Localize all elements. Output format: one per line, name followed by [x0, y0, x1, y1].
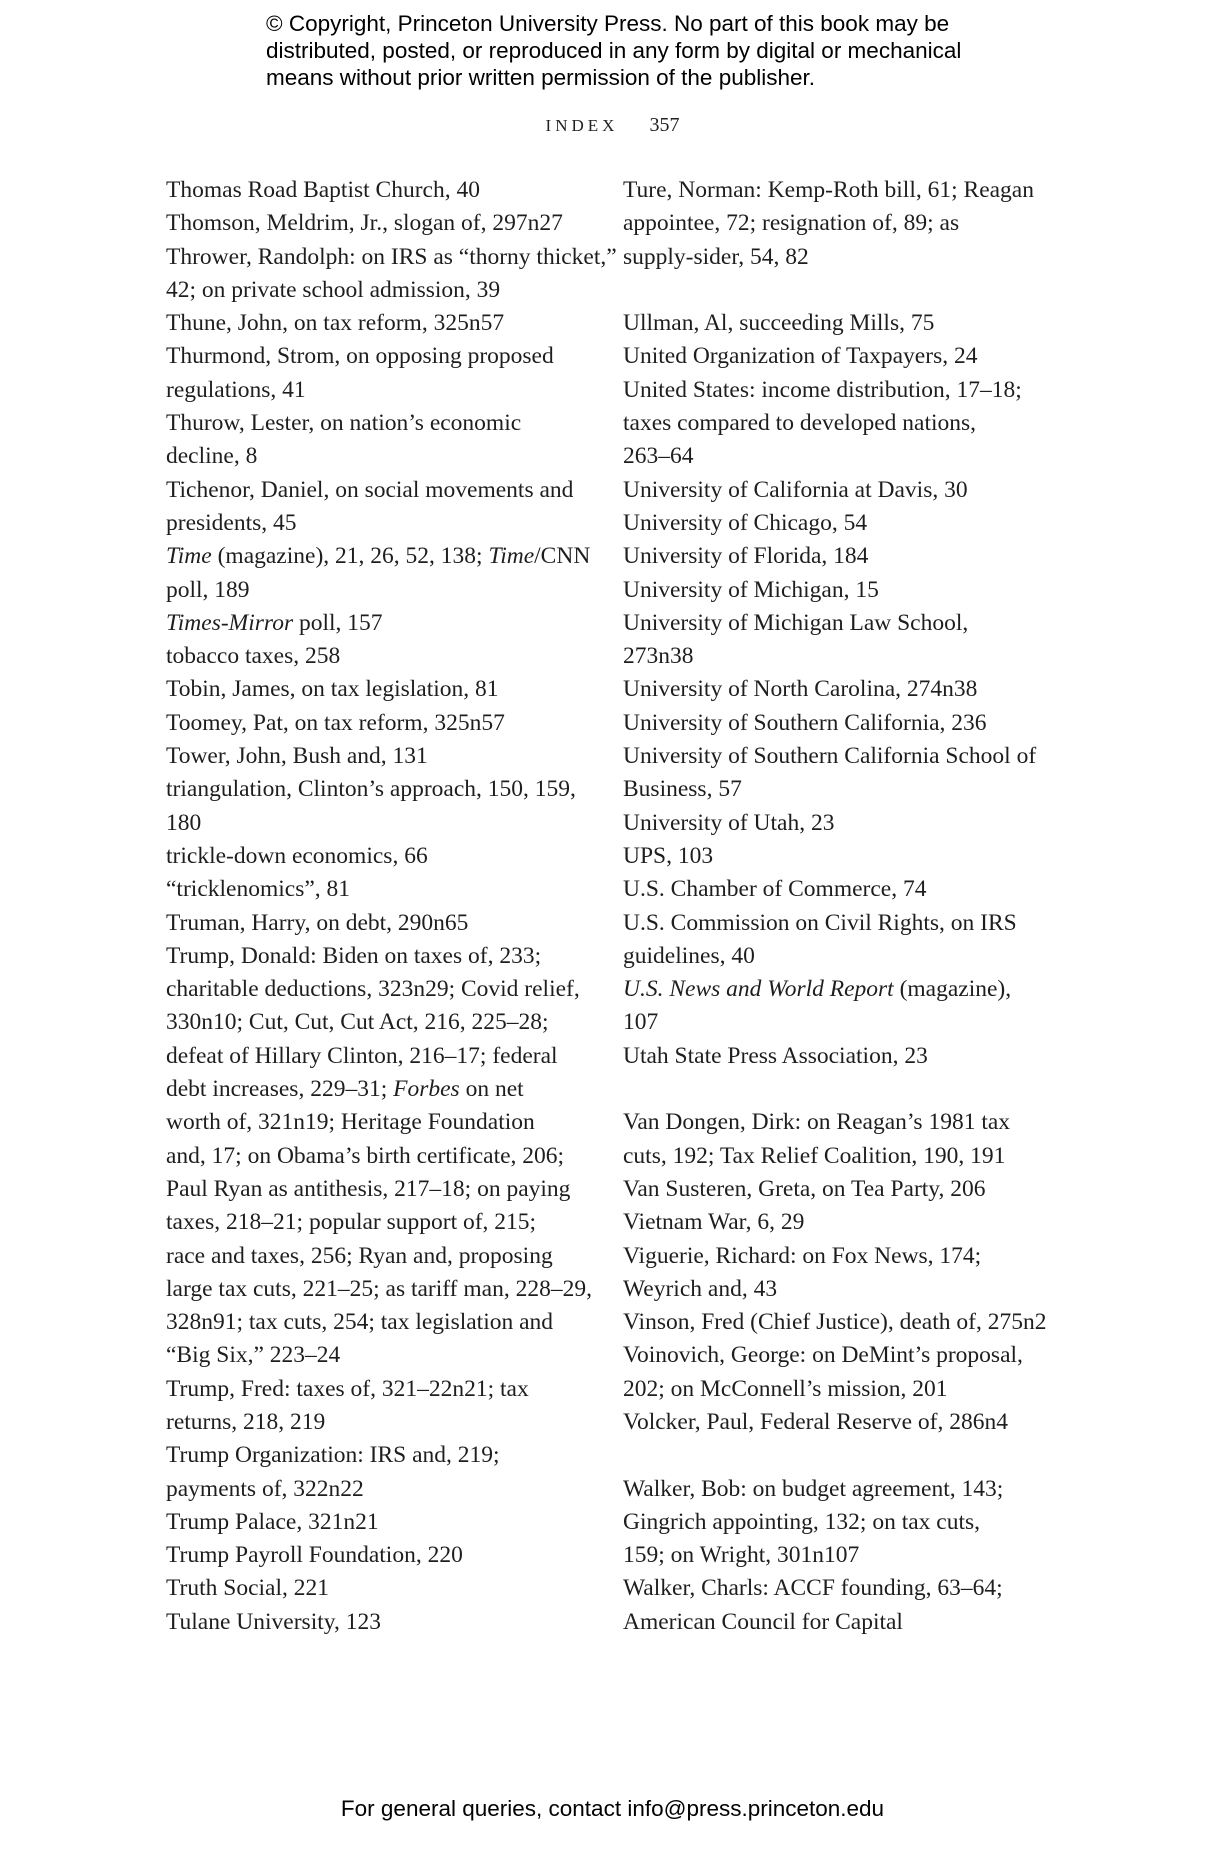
- index-entry-line: Weyrich and, 43: [623, 1275, 778, 1302]
- index-entry-line: Tobin, James, on tax legislation, 81: [166, 676, 499, 703]
- index-entry-line: guidelines, 40: [623, 942, 755, 969]
- index-entry: [166, 407, 586, 474]
- index-entry: [166, 1572, 586, 1605]
- index-entry-line: United States: income distribution, 17–18;: [623, 376, 1022, 403]
- index-entry: [623, 1406, 1043, 1439]
- running-head-title: INDEX: [545, 116, 619, 135]
- index-entry-line: trickle-down economics, 66: [166, 842, 428, 869]
- index-entry: [623, 740, 1043, 807]
- index-entry: [166, 640, 586, 673]
- index-entry: [623, 374, 1043, 474]
- index-entry: [623, 907, 1043, 974]
- letter-group-gap: [623, 274, 1043, 307]
- index-entry-line: Thurow, Lester, on nation’s economic: [166, 410, 522, 437]
- index-entry-line: Volcker, Paul, Federal Reserve of, 286n4: [623, 1408, 1008, 1435]
- index-entry-line: Vinson, Fred (Chief Justice), death of, 275n2: [623, 1309, 1047, 1336]
- index-entry-line: debt increases, 229–31; Forbes on net: [166, 1076, 524, 1103]
- index-entry-line: returns, 218, 219: [166, 1408, 326, 1435]
- index-entry-line: 107: [623, 1009, 659, 1036]
- index-entry-line: U.S. Commission on Civil Rights, on IRS: [623, 909, 1017, 936]
- index-entry-line: University of Chicago, 54: [623, 509, 868, 536]
- index-entry-line: Trump Organization: IRS and, 219;: [166, 1442, 500, 1469]
- index-entry: [623, 1106, 1043, 1173]
- index-entry: [623, 1339, 1043, 1406]
- index-entry-line: large tax cuts, 221–25; as tariff man, 228–29,: [166, 1275, 592, 1302]
- index-column-right: [623, 174, 1047, 1639]
- page-number: 357: [649, 114, 680, 136]
- index-entry-line: triangulation, Clinton’s approach, 150, 159,: [166, 776, 576, 803]
- index-entry-line: worth of, 321n19; Heritage Foundation: [166, 1109, 535, 1136]
- index-entry: [623, 607, 1043, 674]
- index-column-left: [166, 174, 617, 1639]
- index-entry: [623, 1173, 1043, 1206]
- index-entry-line: Viguerie, Richard: on Fox News, 174;: [623, 1242, 982, 1269]
- index-entry-line: Vietnam War, 6, 29: [623, 1209, 805, 1236]
- index-entry-line: Ture, Norman: Kemp-Roth bill, 61; Reagan: [623, 177, 1034, 203]
- index-entry-line: University of Southern California, 236: [623, 709, 987, 736]
- index-entry-line: poll, 189: [166, 576, 250, 603]
- index-entry: [623, 307, 1043, 340]
- index-entry-line: American Council for Capital: [623, 1608, 903, 1635]
- index-entry-line: University of Michigan, 15: [623, 576, 879, 603]
- index-entry-line: defeat of Hillary Clinton, 216–17; federal: [166, 1042, 558, 1069]
- index-entry-line: 328n91; tax cuts, 254; tax legislation and: [166, 1309, 554, 1336]
- index-entry-line: cuts, 192; Tax Relief Coalition, 190, 191: [623, 1142, 1006, 1169]
- index-entry-line: UPS, 103: [623, 842, 714, 869]
- index-entry-line: U.S. Chamber of Commerce, 74: [623, 876, 927, 903]
- index-entry-line: 273n38: [623, 643, 694, 670]
- index-entry-line: Truman, Harry, on debt, 290n65: [166, 909, 469, 936]
- index-entry-line: Paul Ryan as antithesis, 217–18; on paying: [166, 1175, 571, 1202]
- index-entry: [166, 241, 617, 308]
- index-entry-line: U.S. News and World Report (magazine),: [623, 976, 1012, 1003]
- index-entry-line: race and taxes, 256; Ryan and, proposing: [166, 1242, 553, 1269]
- index-entry-line: Thomas Road Baptist Church, 40: [166, 177, 480, 203]
- index-entry-line: regulations, 41: [166, 376, 306, 403]
- index-entry-line: 180: [166, 809, 202, 836]
- index-entry-line: University of Utah, 23: [623, 809, 835, 836]
- index-entry: [623, 973, 1043, 1040]
- index-entry: [166, 740, 586, 773]
- copyright-notice: [266, 10, 1006, 91]
- index-entry-line: “Big Six,” 223–24: [166, 1342, 341, 1369]
- index-entry: [166, 907, 586, 940]
- index-entry: [623, 707, 1043, 740]
- index-entry-line: Gingrich appointing, 132; on tax cuts,: [623, 1508, 981, 1535]
- index-entry-line: Trump, Donald: Biden on taxes of, 233;: [166, 942, 542, 969]
- index-entry-line: University of California at Davis, 30: [623, 476, 968, 503]
- index-entry: [166, 707, 586, 740]
- index-entry-line: Thomson, Meldrim, Jr., slogan of, 297n27: [166, 210, 563, 237]
- index-entry: [166, 773, 586, 840]
- index-entry: [166, 207, 586, 240]
- index-entry-line: Walker, Charls: ACCF founding, 63–64;: [623, 1575, 1003, 1602]
- index-entry: [166, 840, 586, 873]
- copyright-line: © Copyright, Princeton University Press. No part of this book may be: [266, 11, 950, 36]
- index-entry-line: payments of, 322n22: [166, 1475, 364, 1502]
- index-entry: [166, 340, 586, 407]
- index-entry: [166, 474, 586, 541]
- index-entry: [623, 1473, 1043, 1573]
- index-entry-line: Ullman, Al, succeeding Mills, 75: [623, 310, 935, 337]
- index-entry: [166, 1506, 586, 1539]
- index-entry-line: Van Susteren, Greta, on Tea Party, 206: [623, 1175, 986, 1202]
- index-entry: [623, 474, 1043, 507]
- index-entry-line: 330n10; Cut, Cut, Cut Act, 216, 225–28;: [166, 1009, 549, 1036]
- index-entry: [623, 807, 1043, 840]
- index-entry: [166, 673, 586, 706]
- index-entry-line: tobacco taxes, 258: [166, 643, 341, 670]
- index-entry-line: 42; on private school admission, 39: [166, 276, 501, 303]
- index-entry-line: “tricklenomics”, 81: [166, 876, 351, 903]
- index-entry: [166, 940, 592, 1373]
- index-entry: [623, 1240, 1043, 1307]
- index-entry-line: presidents, 45: [166, 509, 297, 536]
- index-entry: [166, 873, 586, 906]
- index-entry-line: Thune, John, on tax reform, 325n57: [166, 310, 505, 337]
- index-entry: [166, 1373, 586, 1440]
- index-entry: [623, 840, 1043, 873]
- footer-contact: For general queries, contact info@press.princeton.edu: [340, 1796, 885, 1821]
- index-entry-line: Trump Palace, 321n21: [166, 1508, 379, 1535]
- index-entry-line: University of Southern California School of: [623, 743, 1037, 770]
- index-entry-line: taxes, 218–21; popular support of, 215;: [166, 1209, 537, 1236]
- index-entry: [623, 540, 1043, 573]
- index-entry: [166, 540, 591, 607]
- index-entry: [623, 1206, 1043, 1239]
- index-entry: [623, 574, 1043, 607]
- index-entry: [623, 673, 1043, 706]
- index-entry: [166, 1606, 586, 1639]
- index-entry-line: 202; on McConnell’s mission, 201: [623, 1375, 948, 1402]
- index-entry: [166, 307, 586, 340]
- copyright-line: distributed, posted, or reproduced in any form by digital or mechanical: [266, 38, 962, 63]
- index-entry-line: Tulane University, 123: [166, 1608, 381, 1635]
- index-entry-line: supply-sider, 54, 82: [623, 243, 809, 270]
- index-entry-line: Trump, Fred: taxes of, 321–22n21; tax: [166, 1375, 529, 1402]
- index-entry: [623, 1306, 1047, 1339]
- index-entry-line: Tichenor, Daniel, on social movements and: [166, 476, 574, 503]
- index-entry: [623, 873, 1043, 906]
- index-entry: [166, 1439, 586, 1506]
- index-entry: [166, 607, 586, 640]
- copyright-line: means without prior written permission of the publisher.: [266, 65, 816, 90]
- index-entry-line: Walker, Bob: on budget agreement, 143;: [623, 1475, 1004, 1502]
- index-entry-line: 263–64: [623, 443, 694, 470]
- index-entry-line: Toomey, Pat, on tax reform, 325n57: [166, 709, 505, 736]
- index-entry-line: charitable deductions, 323n29; Covid relief,: [166, 976, 580, 1003]
- letter-group-gap: [623, 1439, 1043, 1472]
- index-entry-line: University of North Carolina, 274n38: [623, 676, 978, 703]
- index-entry-line: Thurmond, Strom, on opposing proposed: [166, 343, 554, 370]
- running-head: [0, 114, 1225, 137]
- index-entry: [623, 174, 1043, 274]
- index-entry-line: decline, 8: [166, 443, 258, 470]
- index-entry-line: Van Dongen, Dirk: on Reagan’s 1981 tax: [623, 1109, 1011, 1136]
- index-entry-line: and, 17; on Obama’s birth certificate, 206;: [166, 1142, 565, 1169]
- index-entry: [623, 507, 1043, 540]
- index-entry-line: Thrower, Randolph: on IRS as “thorny thicket,”: [166, 243, 617, 270]
- index-entry: [166, 174, 586, 207]
- index-entry-line: appointee, 72; resignation of, 89; as: [623, 210, 960, 237]
- index-entry-line: taxes compared to developed nations,: [623, 410, 977, 437]
- letter-group-gap: [623, 1073, 1043, 1106]
- index-entry-line: Trump Payroll Foundation, 220: [166, 1542, 463, 1569]
- index-entry: [623, 340, 1043, 373]
- index-entry: [623, 1572, 1043, 1639]
- index-entry-line: University of Michigan Law School,: [623, 609, 969, 636]
- index-entry-line: Voinovich, George: on DeMint’s proposal,: [623, 1342, 1023, 1369]
- index-entry-line: Tower, John, Bush and, 131: [166, 743, 428, 770]
- index-entry-line: Business, 57: [623, 776, 742, 803]
- index-entry-line: University of Florida, 184: [623, 543, 869, 570]
- index-entry-line: Utah State Press Association, 23: [623, 1042, 928, 1069]
- index-entry-line: Truth Social, 221: [166, 1575, 329, 1602]
- index-entry-line: United Organization of Taxpayers, 24: [623, 343, 978, 370]
- index-entry-line: Times-Mirror poll, 157: [166, 609, 383, 636]
- index-entry: [166, 1539, 586, 1572]
- index-entry-line: Time (magazine), 21, 26, 52, 138; Time/CNN: [166, 543, 591, 570]
- index-entry: [623, 1040, 1043, 1073]
- index-entry-line: 159; on Wright, 301n107: [623, 1542, 860, 1569]
